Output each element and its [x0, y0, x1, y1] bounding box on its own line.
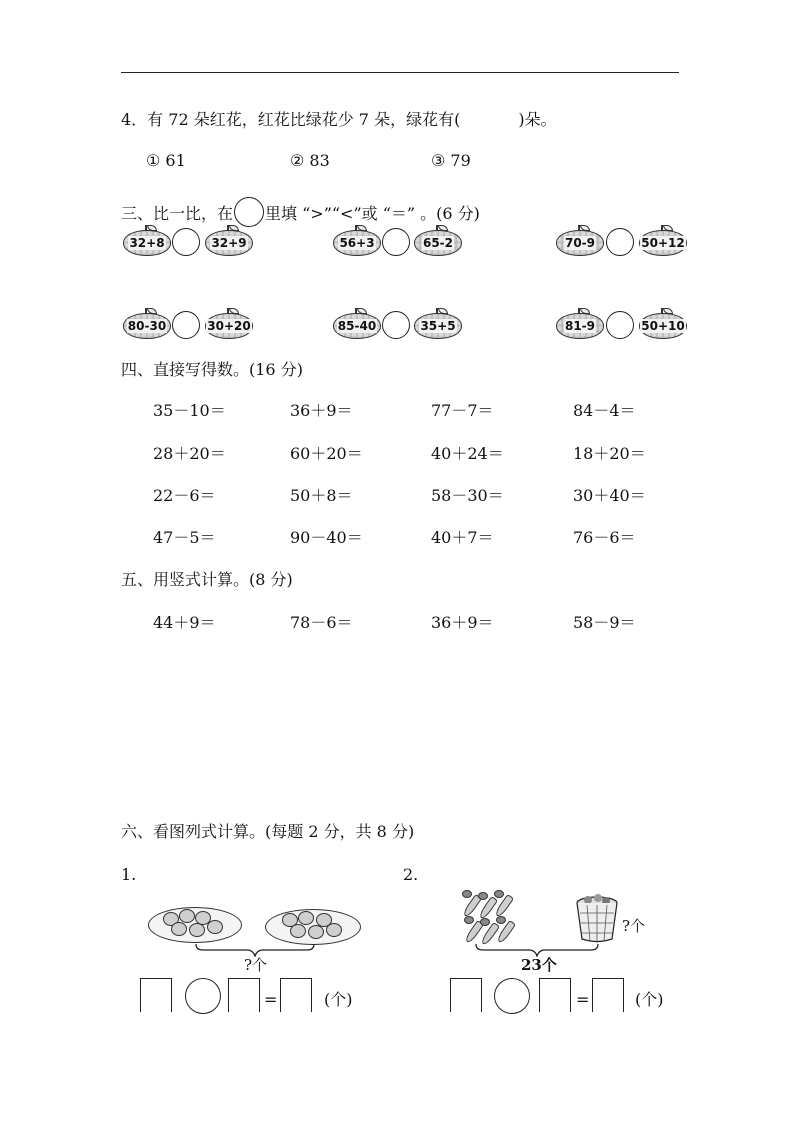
- section5-title: 五、用竖式计算。(8 分): [121, 570, 293, 589]
- fruit-plate-right-icon: [265, 909, 361, 945]
- compare-circle-2[interactable]: [382, 228, 410, 256]
- expr-text: 80-30: [127, 319, 167, 333]
- apple-expression-5-left: [333, 313, 381, 339]
- equals-sign: =: [264, 990, 278, 1009]
- compare-circle-3[interactable]: [606, 228, 634, 256]
- expr-text: 85-40: [337, 319, 377, 333]
- unit-label: (个): [324, 990, 353, 1009]
- calc-item: 84－4＝: [573, 401, 636, 420]
- apple-expression-3-right: [639, 230, 687, 256]
- calc-item: 90－40＝: [290, 528, 363, 547]
- basket-icon: [572, 893, 622, 945]
- apple-expression-2-right: [414, 230, 462, 256]
- apple-expression-4-right: [205, 313, 253, 339]
- equals-sign: =: [576, 990, 590, 1009]
- apple-expression-1-right: [205, 230, 253, 256]
- operator-circle[interactable]: [185, 978, 221, 1014]
- problem2-side-label: ?个: [622, 917, 646, 935]
- calc-item: 77－7＝: [431, 401, 494, 420]
- section4-title: 四、直接写得数。(16 分): [121, 360, 303, 379]
- q4-stem-text: 4．有 72 朵红花，红花比绿花少 7 朵，绿花有(: [121, 110, 461, 129]
- q4-option-3[interactable]: ③ 79: [431, 151, 471, 170]
- compare-circle-1[interactable]: [172, 228, 200, 256]
- vertical-calc-item: 78－6＝: [290, 613, 353, 632]
- calc-item: 18＋20＝: [573, 444, 646, 463]
- calc-item: 36＋9＝: [290, 401, 353, 420]
- answer-box[interactable]: [450, 978, 482, 1012]
- problem2-total-label: 23个: [521, 956, 557, 974]
- expr-text: 50+12: [641, 236, 685, 250]
- expr-text: 32+8: [129, 236, 165, 250]
- expr-text: 81-9: [564, 319, 596, 333]
- expr-text: 30+20: [207, 319, 251, 333]
- compare-circle-5[interactable]: [382, 311, 410, 339]
- problem1-number: 1.: [121, 865, 137, 884]
- section3-title-suffix: 里填 “>”“<”或 “＝” 。(6 分): [265, 204, 480, 223]
- compare-circle-4[interactable]: [172, 311, 200, 339]
- expr-text: 50+10: [641, 319, 685, 333]
- calc-item: 60＋20＝: [290, 444, 363, 463]
- vertical-calc-item: 36＋9＝: [431, 613, 494, 632]
- apple-expression-2-left: [333, 230, 381, 256]
- apple-expression-3-left: [556, 230, 604, 256]
- expr-text: 65-2: [422, 236, 454, 250]
- apple-expression-4-left: [123, 313, 171, 339]
- calc-item: 30＋40＝: [573, 486, 646, 505]
- calc-item: 47－5＝: [153, 528, 216, 547]
- unit-label: (个): [635, 990, 664, 1009]
- carrots-icon: [460, 890, 522, 946]
- answer-box[interactable]: [280, 978, 312, 1012]
- apple-expression-1-left: [123, 230, 171, 256]
- expr-text: 32+9: [211, 236, 247, 250]
- apple-expression-6-left: [556, 313, 604, 339]
- section6-title: 六、看图列式计算。(每题 2 分，共 8 分): [121, 822, 415, 841]
- answer-box[interactable]: [228, 978, 260, 1012]
- problem2-number: 2.: [403, 865, 419, 884]
- calc-item: 28＋20＝: [153, 444, 226, 463]
- answer-box[interactable]: [592, 978, 624, 1012]
- q4-stem: [121, 110, 557, 130]
- calc-item: 40＋7＝: [431, 528, 494, 547]
- calc-item: 58－30＝: [431, 486, 504, 505]
- operator-circle[interactable]: [494, 978, 530, 1014]
- calc-item: 50＋8＝: [290, 486, 353, 505]
- q4-option-2[interactable]: ② 83: [290, 151, 330, 170]
- expr-text: 70-9: [564, 236, 596, 250]
- compare-circle-6[interactable]: [606, 311, 634, 339]
- calc-item: 35－10＝: [153, 401, 226, 420]
- expr-text: 35+5: [420, 319, 456, 333]
- vertical-calc-item: 44＋9＝: [153, 613, 216, 632]
- calc-item: 76－6＝: [573, 528, 636, 547]
- vertical-calc-item: 58－9＝: [573, 613, 636, 632]
- answer-box[interactable]: [539, 978, 571, 1012]
- section3-title: [121, 197, 480, 227]
- calc-item: 22－6＝: [153, 486, 216, 505]
- expr-text: 56+3: [339, 236, 375, 250]
- apple-expression-5-right: [414, 313, 462, 339]
- calc-item: 40＋24＝: [431, 444, 504, 463]
- apple-expression-6-right: [639, 313, 687, 339]
- q4-option-1[interactable]: ① 61: [146, 151, 186, 170]
- sample-circle-icon: [234, 197, 264, 227]
- section3-title-prefix: 三、比一比，在: [121, 204, 234, 223]
- top-rule: [121, 72, 679, 73]
- problem1-total-label: ?个: [244, 956, 268, 974]
- q4-stem-end: )朵。: [518, 110, 557, 129]
- fruit-plate-left-icon: [148, 907, 242, 943]
- answer-box[interactable]: [140, 978, 172, 1012]
